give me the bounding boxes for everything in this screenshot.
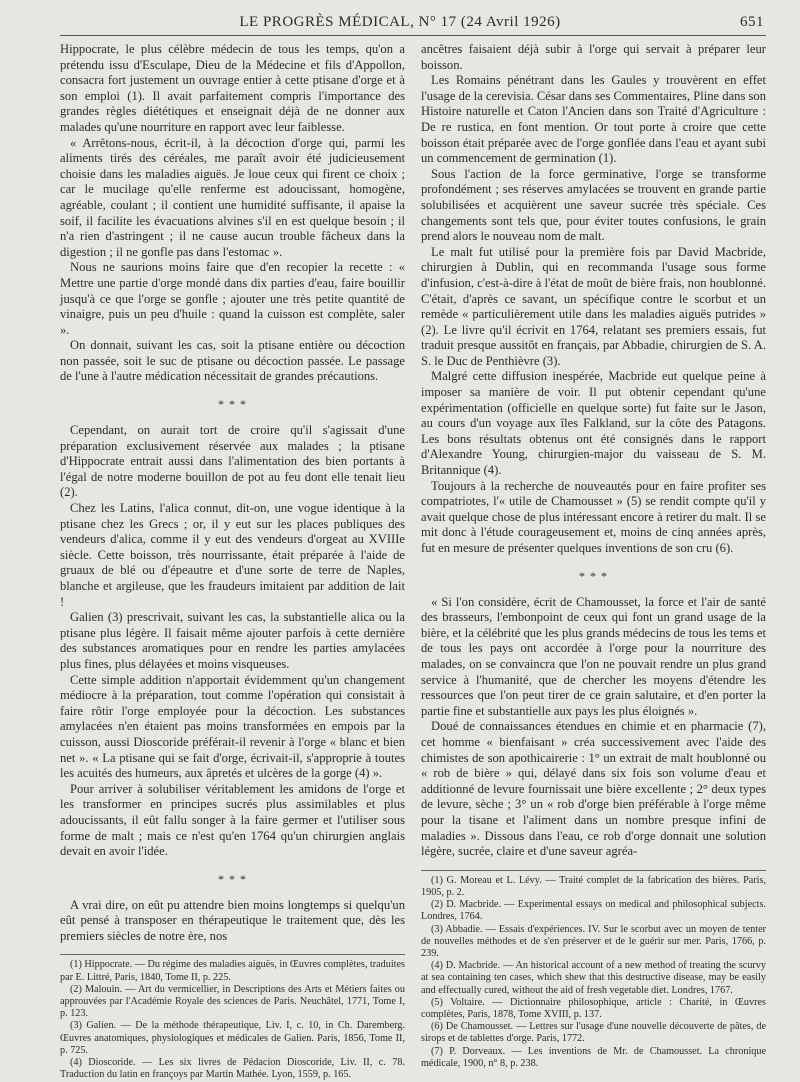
footnote: (7) P. Dorveaux. — Les inventions de Mr. de Chamousset. La chronique médicale, 1900, n° 8, p. 238. <box>421 1045 766 1069</box>
paragraph: Toujours à la recherche de nouveautés pour en faire profiter ses compatriotes, l'« utile de Chamousset » (5) se rendit compte qu'il y avait quelque chose de plus intéressant encore à retirer du malt. Il se mit donc à l'étude courageusement et, moins de cinq années après, fut en mesure de présenter quelques inventions de son cru (6). <box>421 478 766 555</box>
paragraph: Sous l'action de la force germinative, l'orge se transforme profondément ; ses réserves amylacées se trouvent en grande partie solubilisées et acquièrent une saveur sucrée très spéciale. Ces changements sont tels que, pour éviter toutes confusions, le grain prend alors le nouveau nom de malt. <box>421 166 766 244</box>
paragraph: « Arrêtons-nous, écrit-il, à la décoction d'orge qui, parmi les aliments tirés des céréales, me paraît avoir été judicieusement choisie dans les maladies aiguës. Je loue ceux qui firent ce choix ; car le mucilage qu'elle renferme est adoucissant, homogène, agréable, coulant ; il contient une humidité suffisante, il apaise la soif, il facilite les évacuations alvines s'il en est quelque besoin ; il n'a rien d'astringent ; il ne cause aucun trouble fâcheux dans la digestion ; il ne gonfle pas dans l'estomac ». <box>60 135 405 259</box>
text-columns <box>60 42 766 1082</box>
paragraph: « Si l'on considère, écrit de Chamousset, la force et l'air de santé des brasseurs, l'embonpoint de ceux qui font un grand usage de la bière, et la célébrité que les plus grands médecins de tous les tems et de tous les pays ont accordée à l'orge pour la nourriture des malades, on se convaincra que l'on ne pouvait rendre un plus grand service à l'humanité, que de chercher les moyens d'étendre les ressources que l'on peut tirer de ce grain salutaire, et d'en porter la partie fine et substantielle aux pays les plus éloignés ». <box>421 594 766 718</box>
paragraph: ancêtres faisaient déjà subir à l'orge qui servait à préparer leur boisson. <box>421 42 766 72</box>
footnote: (2) Malouin. — Art du vermicellier, in Descriptions des Arts et Métiers faites ou approuvées par l'Académie Royale des sciences de Paris. Neuchâtel, 1771, Tome I, p. 123. <box>60 983 405 1020</box>
journal-title: LE PROGRÈS MÉDICAL, N° 17 (24 Avril 1926) <box>239 14 561 30</box>
page-header <box>60 14 766 35</box>
left-column <box>60 42 405 1082</box>
paragraph: Pour arriver à solubiliser véritablement les amidons de l'orge et les transformer en principes sucrés plus assimilables et plus adoucissants, il eût fallu songer à la faire germer et l'utiliser sous forme de malt ; mais ce n'est qu'en 1764 qu'un chirurgien anglais devait en avoir l'idée. <box>60 781 405 859</box>
footnote: (3) Galien. — De la méthode thérapeutique, Liv. I, c. 10, in Ch. Daremberg. Œuvres anatomiques, physiologiques et médicales de Galien. Paris, 1856, Tome II, p. 725. <box>60 1020 405 1056</box>
paragraph: Hippocrate, le plus célèbre médecin de tous les temps, qu'on a prétendu issu d'Esculape, Dieu de la Médecine et fils d'Appollon, consacra fort justement un ouvrage entier à cette ptisane d'orge et à son emploi (1). Il avait parfaitement compris l'importance des grandes règles diététiques et enseignait déjà de ne donner aux malades qu'une nourriture en rapport avec leur faiblesse. <box>60 42 405 134</box>
section-separator: * * * <box>218 871 247 886</box>
paragraph: Galien (3) prescrivait, suivant les cas, la substantielle alica ou la ptisane plus légère. Il faisait même ajouter parfois à cette dernière des substances aromatiques pour en rendre les parties amylacées plus fines, plus délayées et moins visqueuses. <box>60 610 405 671</box>
footnote: (5) Voltaire. — Dictionnaire philosophique, article : Charité, in Œuvres complètes, Paris, 1878, Tome XVIII, p. 137. <box>421 996 766 1020</box>
footnote: (3) Abbadie. — Essais d'expériences. IV. Sur le scorbut avec un moyen de tenter de nouvelles méthodes et de s'en préserver et de le guérir sur mer. Paris, 1766, p. 239. <box>421 923 766 959</box>
footnote: (4) D. Macbride. — An historical account of a new method of treating the scurvy at sea containing ten cases, which shew that this destructive disease, may be easily and effectually cured, without the aid of fresh vegetable diet. Londres, 1767. <box>421 960 766 996</box>
right-column <box>421 42 766 1082</box>
paragraph: A vrai dire, on eût pu attendre bien moins longtemps si quelqu'un eût pensé à transposer en thérapeutique le traitement que, dès les premiers siècles de notre ère, nos <box>60 897 405 943</box>
paragraph: On donnait, suivant les cas, soit la ptisane entière ou décoction non passée, soit le suc de ptisane ou décoction passée. Le passage de l'une à l'autre médication nécessitait de grandes précautions. <box>60 338 405 384</box>
footnotes-left <box>60 954 405 1081</box>
paragraph: Cependant, on aurait tort de croire qu'il s'agissait d'une préparation exclusivement réservée aux malades ; la ptisane d'Hippocrate entrait aussi dans l'alimentation des bien portants à l'égal de notre moderne bouillon de pot au feu dont elle tenait lieu (2). <box>60 423 405 500</box>
section-separator: * * * <box>218 397 247 412</box>
footnotes-right <box>421 870 766 1070</box>
footnote: (2) D. Macbride. — Experimental essays on medical and philosophical subjects. Londres, 1764. <box>421 899 766 923</box>
footnote: (1) G. Moreau et L. Lévy. — Traité complet de la fabrication des bières. Paris, 1905, p. 2. <box>421 874 766 898</box>
paragraph: Nous ne saurions moins faire que d'en recopier la recette : « Mettre une partie d'orge mondé dans dix parties d'eau, faire bouillir jusqu'à ce que l'orge se gonfle ; ajouter une très petite quantité de vinaigre, puis un peu d'huile : quand la cuisson est complète, saler ». <box>60 260 405 337</box>
footnote: (4) Dioscoride. — Les six livres de Pédacion Dioscoride, Liv. II, c. 78. Traduction du latin en françoys par Martin Mathée. Lyon, 1559, p. 165. <box>60 1057 405 1081</box>
header-rule <box>60 35 766 36</box>
paragraph: Malgré cette diffusion inespérée, Macbride eut quelque peine à imposer sa manière de voir. Il put obtenir cependant qu'une expérimentation (officielle en quelque sorte) fut faite sur le Jason, au cours d'un voyage aux îles Falkland, sur la côte des Patagons. Les bons résultats obtenus ont été consignés dans le rapport d'Alexandre Young, chirurgien-major du vaisseau de S. M. Britannique (4). <box>421 369 766 478</box>
section-separator: * * * <box>579 568 608 583</box>
paragraph: Les Romains pénétrant dans les Gaules y trouvèrent en effet l'usage de la cerevisia. César dans ses Commentaires, Pline dans son Histoire naturelle et Caton l'Ancien dans son Traité d'Agriculture : De re rustica, en font mention. Or tout porte à croire que cette boisson était préparée avec de l'orge gonflée dans l'eau et ayant subi un commencement de germination (1). <box>421 73 767 166</box>
footnote: (1) Hippocrate. — Du régime des maladies aiguës, in Œuvres complètes, traduites par E. Littré, Paris, 1840, Tome II, p. 225. <box>60 959 405 983</box>
paragraph: Le malt fut utilisé pour la première fois par David Macbride, chirurgien à Dublin, qui en recommanda l'usage sous forme d'infusion, c'est-à-dire à l'état de moût de bière frais, non houblonné. C'était, d'après ce savant, un spécifique contre le scorbut et un remède « particulièrement utile dans les maladies aiguës putrides » (2). Le livre qu'il écrivit en 1764, relatant ses premiers essais, fut traduit presque aussitôt en français, par Abbadie, chirurgien de S. A. S. le Duc de Penthièvre (3). <box>421 244 766 368</box>
paragraph: Doué de connaissances étendues en chimie et en pharmacie (7), cet homme « bienfaisant » créa successivement avec l'aide des chimistes de son apothicairerie : 1° un extrait de malt houblonné ou « rob de bière » qui, délayé dans six fois son volume d'eau et additionné de levure fournissait une bière excellente ; 2° deux types de levure, sèche ; 3° un « rob d'orge bien préférable à l'orge même pour la tisane et l'aliment dans un nombre presque infini de maladies ». Dissous dans l'eau, ce rob d'orge donnait une solution légère, sucrée, claire et d'une saveur agréa- <box>421 719 766 859</box>
paragraph: Chez les Latins, l'alica connut, dit-on, une vogue identique à la ptisane chez les Grecs ; or, il y eut sur les places publiques des vendeurs d'alica, comme il y eut des vendeurs d'orgeat au XVIIIe siècle. Cette boisson, très nourrissante, était préparée à l'aide de gruaux de blé ou d'épeautre et d'une sorte de terre de Naples, blanche et argileuse, que les fraudeurs imitaient par addition de lait ! <box>60 501 405 609</box>
page-number: 651 <box>740 14 764 30</box>
paragraph: Cette simple addition n'apportait évidemment qu'un changement médiocre à la préparation, tout comme l'opération qui consistait à faire rôtir l'orge employée pour la décoction. Les substances amylacées n'en étaient pas moins transformées en empois par la cuisson, aussi Dioscoride préférait-il revenir à l'orge « blanc et bien net ». « La ptisane qui se fait d'orge, écrivait-il, s'approprie à toutes les acuités des humeurs, aux âpretés et ulcères de la gorge (4) ». <box>60 672 405 781</box>
footnote: (6) De Chamousset. — Lettres sur l'usage d'une nouvelle découverte de pâtes, de sirops et de tablettes d'orge. Paris, 1772. <box>421 1021 766 1045</box>
